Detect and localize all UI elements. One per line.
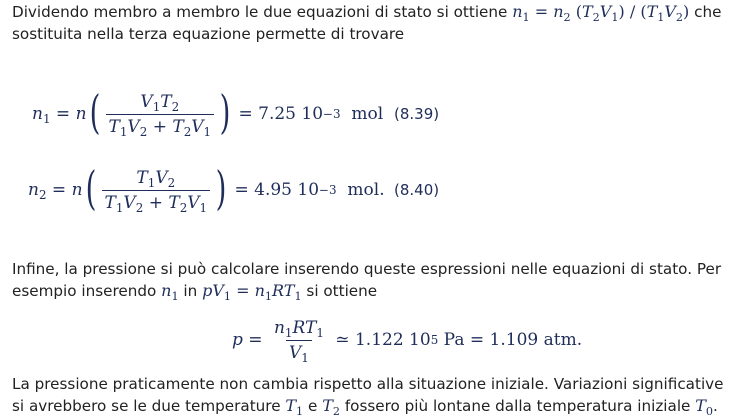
fraction-pressure: $\frac{n_1RT_1}{V_1}$ (273, 317, 324, 365)
paragraph-intro-text: Dividendo membro a membro le due equazioni di stato si ottiene (12, 3, 508, 21)
equation-pressure-math: p = $\frac{n_1RT_1}{V_1}$ ≃ 1.122 10 5 Pa = 1.109 atm. (232, 317, 583, 365)
pressure-unit-pa: Pa (443, 330, 465, 350)
pressure-atm-value: 1.109 (489, 330, 539, 350)
eq2-unit: mol (347, 180, 380, 200)
inline-formula-state-equation: $pV_1 = n_1RT_1$ (202, 281, 302, 303)
paragraph-intro-tail: che sostituita nella terza equazione permette di trovare (12, 3, 722, 43)
equation-8-39 (0, 84, 750, 144)
eq1-result: 7.25 (258, 104, 296, 124)
paragraph-intro (12, 1, 740, 45)
paragraph-conclusion: La pressione praticamente non cambia rispetto alla situazione iniziale. Variazioni significative si avrebbero se le due temperature $T_1$ e $T_2$ fossero più lontane dalla temperatura iniziale $T_0$. (12, 375, 724, 418)
inline-formula-T0: $T_0$ (695, 396, 714, 418)
pressure-value: 1.122 (354, 330, 404, 350)
fraction-eq1: $\frac{V_1T_2}{T_1V_2 + T_2V_1}$ (106, 92, 215, 137)
paragraph-conclusion-text: La pressione praticamente non cambia rispetto alla situazione iniziale. Variazioni significative si avrebbero se le due temperature (12, 375, 724, 415)
inline-formula-n1: $n_1 = n_2$ $(T_2V_1) / (T_1V_2)$ (512, 2, 690, 24)
equation-8-40-math: $n_2$ = n ( $\frac{T_1V_2}{T_1V_2 + T_2V_1}$ ) = 4.95 10 −3 mol . (28, 161, 385, 215)
paragraph-pressure-tail: si ottiene (306, 282, 378, 300)
eq1-unit: mol (351, 104, 384, 124)
equation-8-40 (0, 160, 750, 220)
pressure-unit-atm: atm. (543, 330, 583, 350)
paragraph-conclusion-and: e (308, 397, 318, 415)
paragraph-pressure (12, 258, 740, 302)
paragraph-pressure-in: in (183, 282, 198, 300)
fraction-eq2: $\frac{T_1V_2}{T_1V_2 + T_2V_1}$ (102, 168, 211, 213)
paragraph-conclusion-tail: fossero più lontane dalla temperatura iniziale (344, 397, 691, 415)
eq2-result: 4.95 (254, 180, 292, 200)
equation-number-8-40: (8.40) (394, 181, 440, 199)
inline-formula-T2: $T_2$ (322, 396, 340, 418)
inline-formula-T1: $T_1$ (285, 396, 304, 418)
equation-number-8-39: (8.39) (394, 105, 440, 123)
paragraph-pressure-text: Infine, la pressione si può calcolare inserendo queste espressioni nelle equazioni di stato. Per esempio inserendo (12, 260, 722, 300)
inline-formula-n1-symbol: $n_1$ (161, 281, 179, 303)
equation-8-39-math: $n_1$ = n ( $\frac{V_1T_2}{T_1V_2 + T_2V_1}$ ) = 7.25 10 −3 mol (32, 85, 384, 139)
equation-pressure (0, 310, 750, 370)
